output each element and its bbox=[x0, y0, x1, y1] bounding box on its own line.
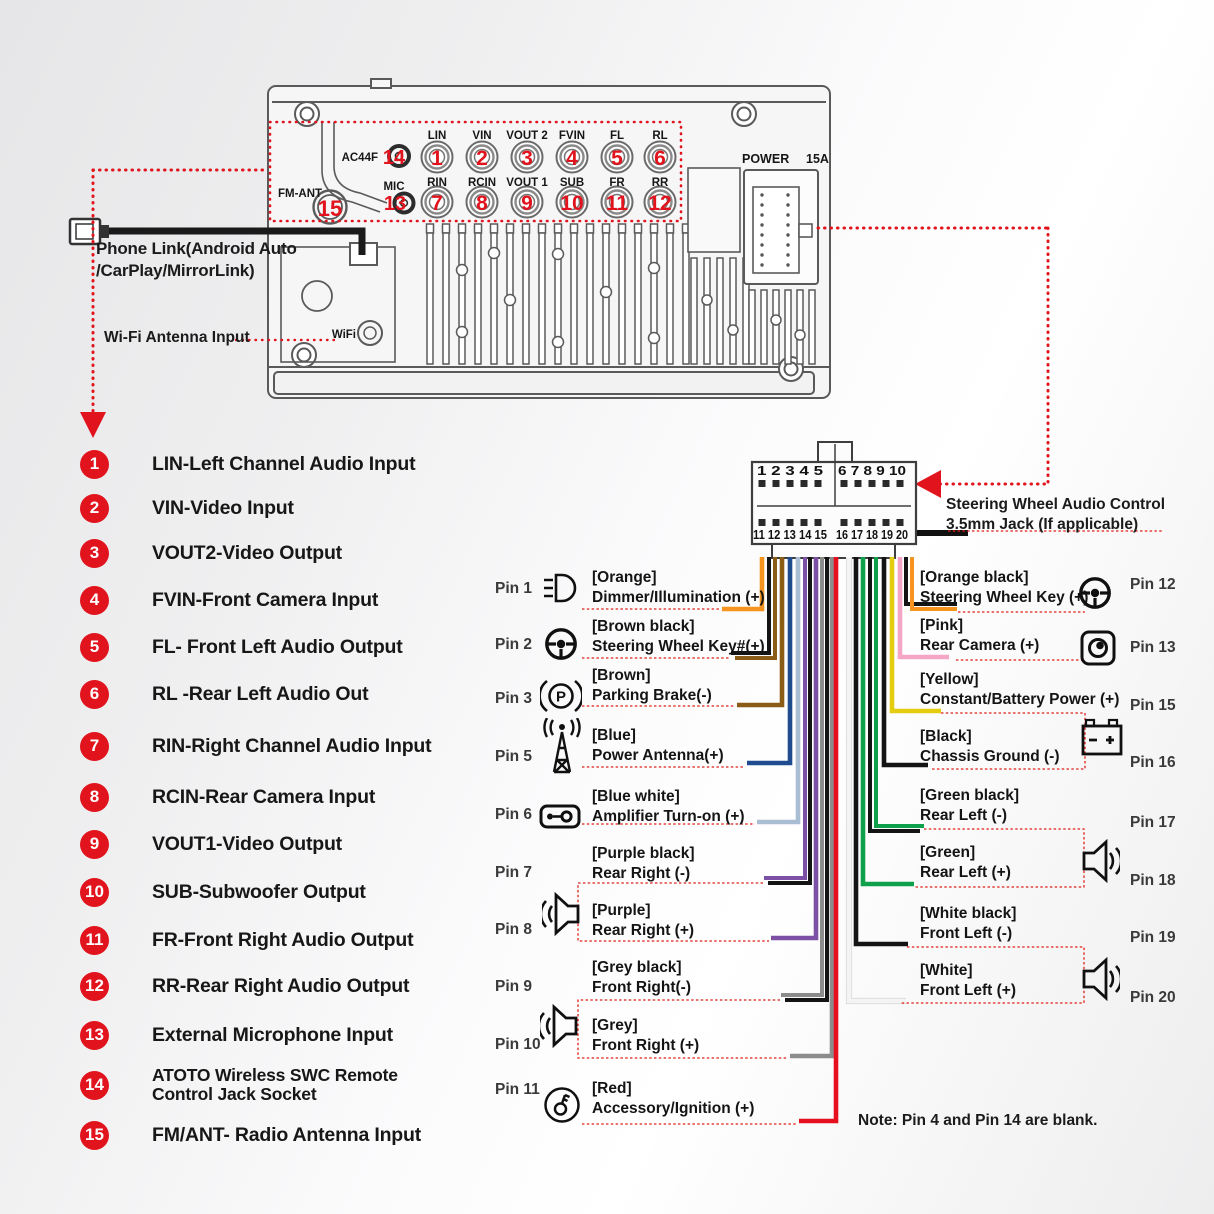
legend-item bbox=[80, 731, 431, 761]
legend-number-badge: 4 bbox=[80, 586, 109, 615]
port-label: FL bbox=[609, 130, 625, 142]
port-label: SUB bbox=[559, 177, 585, 189]
phone-link-annotation bbox=[96, 238, 297, 282]
pin-number-label: Pin 18 bbox=[1130, 872, 1176, 889]
legend-item bbox=[80, 925, 413, 955]
pin-number-label: Pin 12 bbox=[1130, 576, 1176, 593]
pin-number-label: Pin 19 bbox=[1130, 929, 1176, 946]
wire-function-label: Rear Right (-) bbox=[592, 865, 691, 882]
wifi-label: WiFi bbox=[331, 329, 356, 341]
pin-description bbox=[920, 904, 1016, 944]
wifi-antenna-annotation: Wi-Fi Antenna Input bbox=[104, 329, 250, 346]
swc-line2: 3.5mm Jack (If applicable) bbox=[946, 516, 1139, 533]
legend-item bbox=[80, 493, 294, 523]
port-number: 6 bbox=[654, 147, 666, 170]
legend-number-badge: 2 bbox=[80, 494, 109, 523]
legend-item bbox=[80, 1020, 393, 1050]
legend-number-badge: 11 bbox=[80, 926, 109, 955]
port-number: 11 bbox=[605, 192, 629, 215]
pin-number-label: Pin 2 bbox=[495, 636, 533, 653]
legend-label: RIN-Right Channel Audio Input bbox=[152, 734, 432, 757]
mic-number: 13 bbox=[383, 193, 407, 215]
port-label: LIN bbox=[427, 130, 447, 142]
pin-description bbox=[920, 670, 1119, 710]
power-label: POWER bbox=[742, 152, 790, 166]
legend-label: FVIN-Front Camera Input bbox=[152, 588, 379, 611]
legend-item bbox=[80, 679, 368, 709]
port-number: 3 bbox=[521, 147, 533, 170]
legend-label bbox=[152, 1066, 398, 1104]
phone-link-line1: Phone Link(Android Auto bbox=[96, 239, 297, 258]
legend-item bbox=[80, 538, 342, 568]
pin-number-label: Pin 1 bbox=[495, 580, 533, 597]
ac44f-number: 14 bbox=[382, 147, 406, 169]
port-label: RIN bbox=[427, 177, 447, 189]
pin-number-label: Pin 17 bbox=[1130, 814, 1176, 831]
wire-function-label: Parking Brake(-) bbox=[592, 687, 712, 704]
legend-label: SUB-Subwoofer Output bbox=[152, 880, 366, 903]
wire-color-label: [White black] bbox=[920, 905, 1017, 922]
wire-function-label: Accessory/Ignition (+) bbox=[592, 1100, 755, 1117]
pin-description bbox=[592, 958, 691, 998]
pin-description bbox=[920, 786, 1019, 826]
legend-label: External Microphone Input bbox=[152, 1023, 393, 1046]
pin-description bbox=[920, 961, 1016, 1001]
pin-description bbox=[592, 1079, 754, 1119]
legend-item bbox=[80, 632, 403, 662]
wire-function-label: Rear Left (+) bbox=[920, 864, 1011, 881]
legend-number-badge: 13 bbox=[80, 1021, 109, 1050]
wire-function-label: Front Left (+) bbox=[920, 982, 1016, 999]
connector-numbers: 16 17 18 19 20 bbox=[836, 528, 909, 542]
legend-number-badge: 14 bbox=[80, 1071, 109, 1100]
pin-description bbox=[592, 617, 765, 657]
port-number: 12 bbox=[648, 192, 672, 215]
legend-label: VOUT2-Video Output bbox=[152, 541, 342, 564]
legend-label: FL- Front Left Audio Output bbox=[152, 635, 403, 658]
wire-color-label: [Yellow] bbox=[920, 671, 979, 688]
pin-number-label: Pin 6 bbox=[495, 806, 533, 823]
legend-number-badge: 8 bbox=[80, 783, 109, 812]
pin-description bbox=[592, 666, 712, 706]
wire-color-label: [Pink] bbox=[920, 617, 964, 634]
ac44f-label: AC44F bbox=[341, 152, 378, 164]
headlight-icon bbox=[541, 571, 581, 610]
amplifier-icon bbox=[539, 804, 581, 834]
port-number: 5 bbox=[611, 147, 623, 170]
pin-number-label: Pin 13 bbox=[1130, 639, 1176, 656]
port-label: VOUT 2 bbox=[506, 130, 548, 142]
legend-label-line2: Control Jack Socket bbox=[152, 1084, 317, 1104]
wire-function-label: Constant/Battery Power (+) bbox=[920, 691, 1120, 708]
down-arrow-icon bbox=[80, 412, 106, 438]
legend-item bbox=[80, 585, 378, 615]
port-number: 7 bbox=[431, 192, 443, 215]
legend-number-badge: 12 bbox=[80, 972, 109, 1001]
legend-number-badge: 3 bbox=[80, 539, 109, 568]
legend-item bbox=[80, 877, 366, 907]
wire-color-label: [Green black] bbox=[920, 787, 1020, 804]
pin-description bbox=[592, 568, 765, 608]
port-label: RCIN bbox=[467, 177, 497, 189]
legend-number-badge: 5 bbox=[80, 633, 109, 662]
legend-label: FR-Front Right Audio Output bbox=[152, 928, 414, 951]
wire-function-label: Front Left (-) bbox=[920, 925, 1013, 942]
pin-description bbox=[592, 726, 724, 766]
fm-ant-label: FM-ANT bbox=[278, 188, 323, 200]
legend-number-badge: 9 bbox=[80, 830, 109, 859]
wire-function-label: Rear Camera (+) bbox=[920, 637, 1040, 654]
connector-numbers: 6 7 8 9 10 bbox=[838, 464, 907, 478]
connector-numbers: 11 12 13 14 15 bbox=[753, 528, 828, 542]
fm-ant-number: 15 bbox=[317, 196, 343, 221]
pin-number-label: Pin 16 bbox=[1130, 754, 1176, 771]
wire-color-label: [Red] bbox=[592, 1080, 632, 1097]
svg-text:P: P bbox=[555, 688, 567, 706]
parking-brake-icon bbox=[540, 678, 582, 719]
pin-number-label: Pin 5 bbox=[495, 748, 533, 765]
wire-function-label: Chassis Ground (-) bbox=[920, 748, 1060, 765]
port-number: 2 bbox=[476, 147, 488, 170]
speaker-icon bbox=[540, 1004, 580, 1053]
wire-color-label: [Black] bbox=[920, 728, 972, 745]
phone-link-line2: /CarPlay/MirrorLink) bbox=[96, 261, 255, 280]
legend-label: VIN-Video Input bbox=[152, 496, 294, 519]
head-unit-drawing bbox=[268, 79, 830, 398]
wire-function-label: Rear Left (-) bbox=[920, 807, 1007, 824]
swc-annotation bbox=[946, 495, 1165, 535]
wire-color-label: [Grey black] bbox=[592, 959, 682, 976]
speaker-icon bbox=[1080, 839, 1120, 888]
legend-item bbox=[80, 1120, 421, 1150]
connector-numbers: 1 2 3 4 5 bbox=[757, 464, 824, 478]
swc-line1: Steering Wheel Audio Control bbox=[946, 496, 1166, 513]
left-arrow-icon bbox=[915, 470, 941, 498]
port-label: VIN bbox=[472, 130, 492, 142]
legend-item bbox=[80, 971, 409, 1001]
steering-wheel-icon bbox=[1077, 575, 1113, 616]
mic-label: MIC bbox=[383, 181, 405, 193]
wire-color-label: [Orange] bbox=[592, 569, 657, 586]
port-number: 10 bbox=[560, 192, 584, 215]
wire-function-label: Front Right(-) bbox=[592, 979, 691, 996]
legend-item bbox=[80, 449, 415, 479]
legend-label: RL -Rear Left Audio Out bbox=[152, 682, 369, 705]
wire-function-label: Power Antenna(+) bbox=[592, 747, 724, 764]
pin-number-label: Pin 8 bbox=[495, 921, 533, 938]
port-number: 1 bbox=[431, 147, 443, 170]
battery-icon bbox=[1081, 715, 1123, 764]
pin-description bbox=[592, 844, 695, 884]
legend-number-badge: 10 bbox=[80, 878, 109, 907]
legend-item bbox=[80, 1063, 398, 1107]
wire-color-label: [White] bbox=[920, 962, 973, 979]
pin-number-label: Pin 3 bbox=[495, 690, 533, 707]
wire-color-label: [Brown] bbox=[592, 667, 651, 684]
wire-function-label: Amplifier Turn-on (+) bbox=[592, 808, 745, 825]
camera-icon bbox=[1080, 630, 1116, 671]
wire-function-label: Rear Right (+) bbox=[592, 922, 695, 939]
wire-color-label: [Brown black] bbox=[592, 618, 695, 635]
pin-description bbox=[592, 1016, 699, 1056]
legend-label: FM/ANT- Radio Antenna Input bbox=[152, 1123, 422, 1146]
pin-description bbox=[592, 787, 745, 827]
wire-color-label: [Blue white] bbox=[592, 788, 680, 805]
legend-number-badge: 15 bbox=[80, 1121, 109, 1150]
legend-item bbox=[80, 782, 375, 812]
legend-label-line1: ATOTO Wireless SWC Remote bbox=[152, 1065, 398, 1085]
legend-label: RCIN-Rear Camera Input bbox=[152, 785, 376, 808]
blank-pins-note: Note: Pin 4 and Pin 14 are blank. bbox=[858, 1112, 1098, 1129]
pin-description bbox=[920, 616, 1039, 656]
legend-label: RR-Rear Right Audio Output bbox=[152, 974, 410, 997]
port-label: FR bbox=[609, 177, 625, 189]
speaker-icon bbox=[542, 892, 582, 941]
legend-label: VOUT1-Video Output bbox=[152, 832, 342, 855]
legend-number-badge: 1 bbox=[80, 450, 109, 479]
steering-wheel-icon bbox=[543, 626, 579, 667]
wire-color-label: [Orange black] bbox=[920, 569, 1029, 586]
pin-number-label: Pin 9 bbox=[495, 978, 533, 995]
pin-number-label: Pin 11 bbox=[495, 1081, 540, 1098]
pin-number-label: Pin 15 bbox=[1130, 697, 1176, 714]
port-number: 8 bbox=[476, 192, 488, 215]
ignition-icon bbox=[542, 1085, 582, 1130]
pin-number-label: Pin 7 bbox=[495, 864, 533, 881]
wire-function-label: Steering Wheel Key (+) bbox=[920, 589, 1089, 606]
wire-color-label: [Grey] bbox=[592, 1017, 638, 1034]
wire-color-label: [Blue] bbox=[592, 727, 636, 744]
port-number: 9 bbox=[521, 192, 533, 215]
power-amp-label: 15A bbox=[806, 152, 829, 166]
port-label: RL bbox=[652, 130, 668, 142]
pin-description bbox=[920, 727, 1060, 767]
wire-color-label: [Purple black] bbox=[592, 845, 695, 862]
wire-color-label: [Green] bbox=[920, 844, 976, 861]
legend-number-badge: 7 bbox=[80, 732, 109, 761]
legend-label: LIN-Left Channel Audio Input bbox=[152, 452, 416, 475]
port-number: 4 bbox=[566, 147, 578, 170]
pin-description bbox=[592, 901, 694, 941]
wire-function-label: Dimmer/Illumination (+) bbox=[592, 589, 765, 606]
pin-number-label: Pin 20 bbox=[1130, 989, 1176, 1006]
port-label: RR bbox=[651, 177, 669, 189]
wire-function-label: Front Right (+) bbox=[592, 1037, 700, 1054]
pin-description bbox=[920, 843, 1011, 883]
legend-number-badge: 6 bbox=[80, 680, 109, 709]
pin-description bbox=[920, 568, 1088, 608]
wire-function-label: Steering Wheel Key#(+) bbox=[592, 638, 765, 655]
wire-color-label: [Purple] bbox=[592, 902, 651, 919]
pin-number-label: Pin 10 bbox=[495, 1036, 541, 1053]
speaker-icon bbox=[1080, 957, 1120, 1006]
antenna-icon bbox=[539, 718, 585, 781]
legend-item bbox=[80, 829, 342, 859]
port-label: FVIN bbox=[558, 130, 586, 142]
port-label: VOUT 1 bbox=[506, 177, 548, 189]
